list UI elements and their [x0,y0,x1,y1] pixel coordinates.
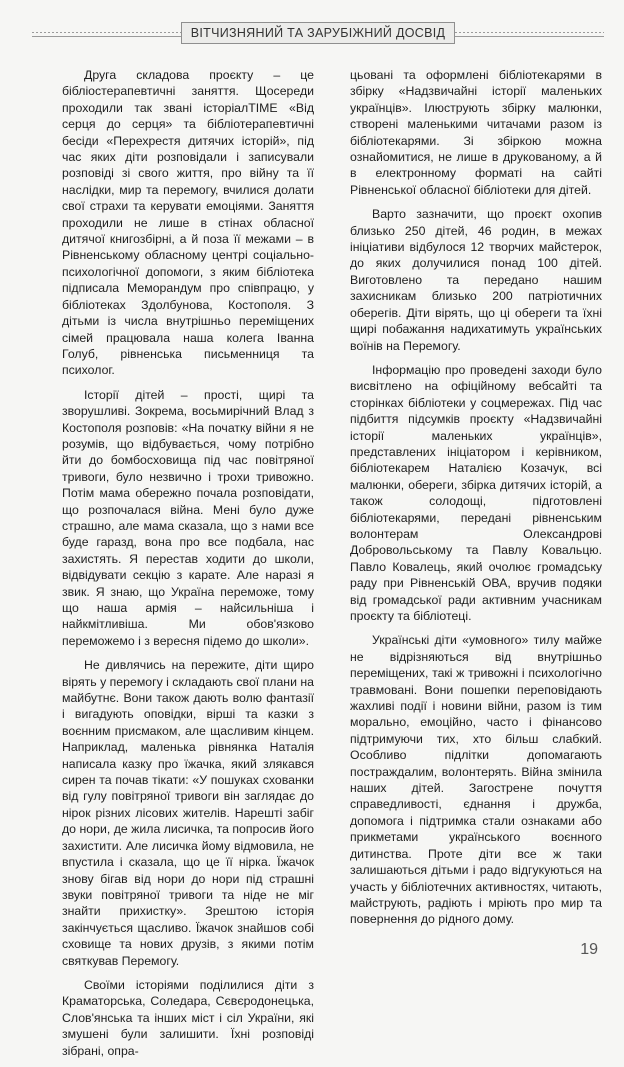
paragraph: Не дивлячись на пережите, діти щиро вірять у перемогу і складають свої плани на майбутнє. Вони також дають волю фантазії і вигадують оповідки, вірші та казки з воєнним присмаком, але щасливим кінцем. Наприклад, маленька рівнянка Наталія написала казку про їжачка, який злякався сирен та почав тікати: «У пошуках схованки від гулу повітряної тривоги він заглядає до нірок різних лісових жителів. Нарешті забіг до нори, де жила лисичка, та попросив його захистити. Але лисичка йому відмовила, не впустила і сказала, що це її нірка. Їжачок знову бігав від нори до нори під страшні звуки повітряної тривоги та ніде не міг знайти прихистку». Зрештою історія закінчується щасливо. Їжачок знайшов собі сховище та нових друзів, з якими потім святкував Перемогу. [62,658,315,968]
paragraph: Своїми історіями поділилися діти з Краматорська, Соледара, Сєвєродонецька, Слов'янська та інших міст і сіл України, які змушені були залишити. Їхні розповіді зібрані, опра- [62,977,314,1058]
section-title: ВІТЧИЗНЯНИЙ ТА ЗАРУБІЖНИЙ ДОСВІД [181,22,456,44]
page-number: 19 [580,941,598,958]
paragraph: Історії дітей – прості, щирі та зворушливі. Зокрема, восьмирічний Влад з Костополя розповів: «На початку війни я не розумів, що відбувається, чому потрібно йти до бомбосховища під час повітряної тривоги, було незвично і трохи тривожно. Потім мама обережно почала розповідати, що розпочалася війна. Мені було дуже страшно, але мама сказала, що з нами все буде гаразд, вона про все подбала, нас захистять. Я перестав ходити до школи, відвідувати секцію з карате. Але наразі я звик. Я знаю, що Україна переможе, тому що наша армія – найсильніша і найкмітливіша. Ми обов'язково переможемо і з вересня підемо до школи». [62,387,314,648]
right-column [350,67,602,1067]
header-left-ornament [32,29,181,37]
paragraph: цьовані та оформлені бібліотекарями в збірку «Надзвичайні історії маленьких українців». Ілюструють збірку малюнки, створені маленькими читачами разом із бібліотекарями. Зі збіркою можна ознайомитися, не лише в друкованому, а й в електронному форматі на сайті Рівненської обласної бібліотеки для дітей. [350,68,602,197]
left-column [62,67,314,1067]
article-body [62,67,602,1067]
paragraph: Друга складова проєкту – це бібліостерапевтичні заняття. Щосереди проходили так звані історіалTIME «Від серця до серця» та бібліотерапевтичні бесіди «Перехрестя дитячих історій», під час яких діти розповідали і записували розповіді зі свого життя, про війну та її наслідки, мир та перемогу, вчилися долати свої страхи та керувати емоціями. Заняття проходили не лише в стінах обласної дитячої книгозбірні, а й поза її межами – в Рівненському обласному центрі соціально-психологічної допомоги, з яким бібліотека підписала Меморандум про співпрацю, у бібліотеках Здолбунова, Костополя. З дітьми із числа внутрішньо переміщених сімей працювала наша колега Іванна Голуб, рівненська письменниця та психолог. [62,68,314,378]
paragraph: Варто зазначити, що проєкт охопив близько 250 дітей, 46 родин, в межах ініціативи відбулося 12 творчих майстерок, до яких долучилися понад 100 дітей. Виготовлено та передано нашим захисникам близько 200 патріотичних оберегів. Діти вірять, що ці обереги та їхні щирі побажання надихатимуть українських воїнів на Перемогу. [350,207,602,353]
section-header [32,18,604,48]
paragraph: Українські діти «умовного» тилу майже не відрізняються від внутрішньо переміщених, такі ж тривожні і психологічно травмовані. Вони пошепки переповідають жахливі події і новини війни, разом із тим морально, емоційно, часто і фінансово підтримуючи тих, хто більш слабкий. Особливо підлітки допомагають постраждалим, волонтерять. Війна змінила наших дітей. Загострене почуття справедливості, єднання і дружба, допомога і підтримка стали ознаками або прикметами українського воєнного дитинства. Проте діти все ж таки залишаються дітьми і радо відгукуються на участь у бібліотечних активностях, читають, майструють, радіють і мріють про мир та повернення до рідного дому. [350,633,602,927]
header-right-ornament [455,29,604,37]
paragraph: Інформацію про проведені заходи було висвітлено на офіційному вебсайті та сторінках бібліотеки у соцмережах. Під час підбиття підсумків проєкту «Надзвичайні історії маленьких українців», представлених ініціатором і керівником, бібліотекарем Наталією Козачук, всі малюнки, обереги, збірка дитячих історій, а також солодощі, підготовлені бібліотекарями, передані рівненським волонтерам Олександрові Добровольському та Павлу Ковальцю. Павло Ковалець, який очолює громадську раду при Рівненській ОВА, вручив подяки від громадської ради активним учасникам проєкту та бібліотеці. [350,362,602,623]
